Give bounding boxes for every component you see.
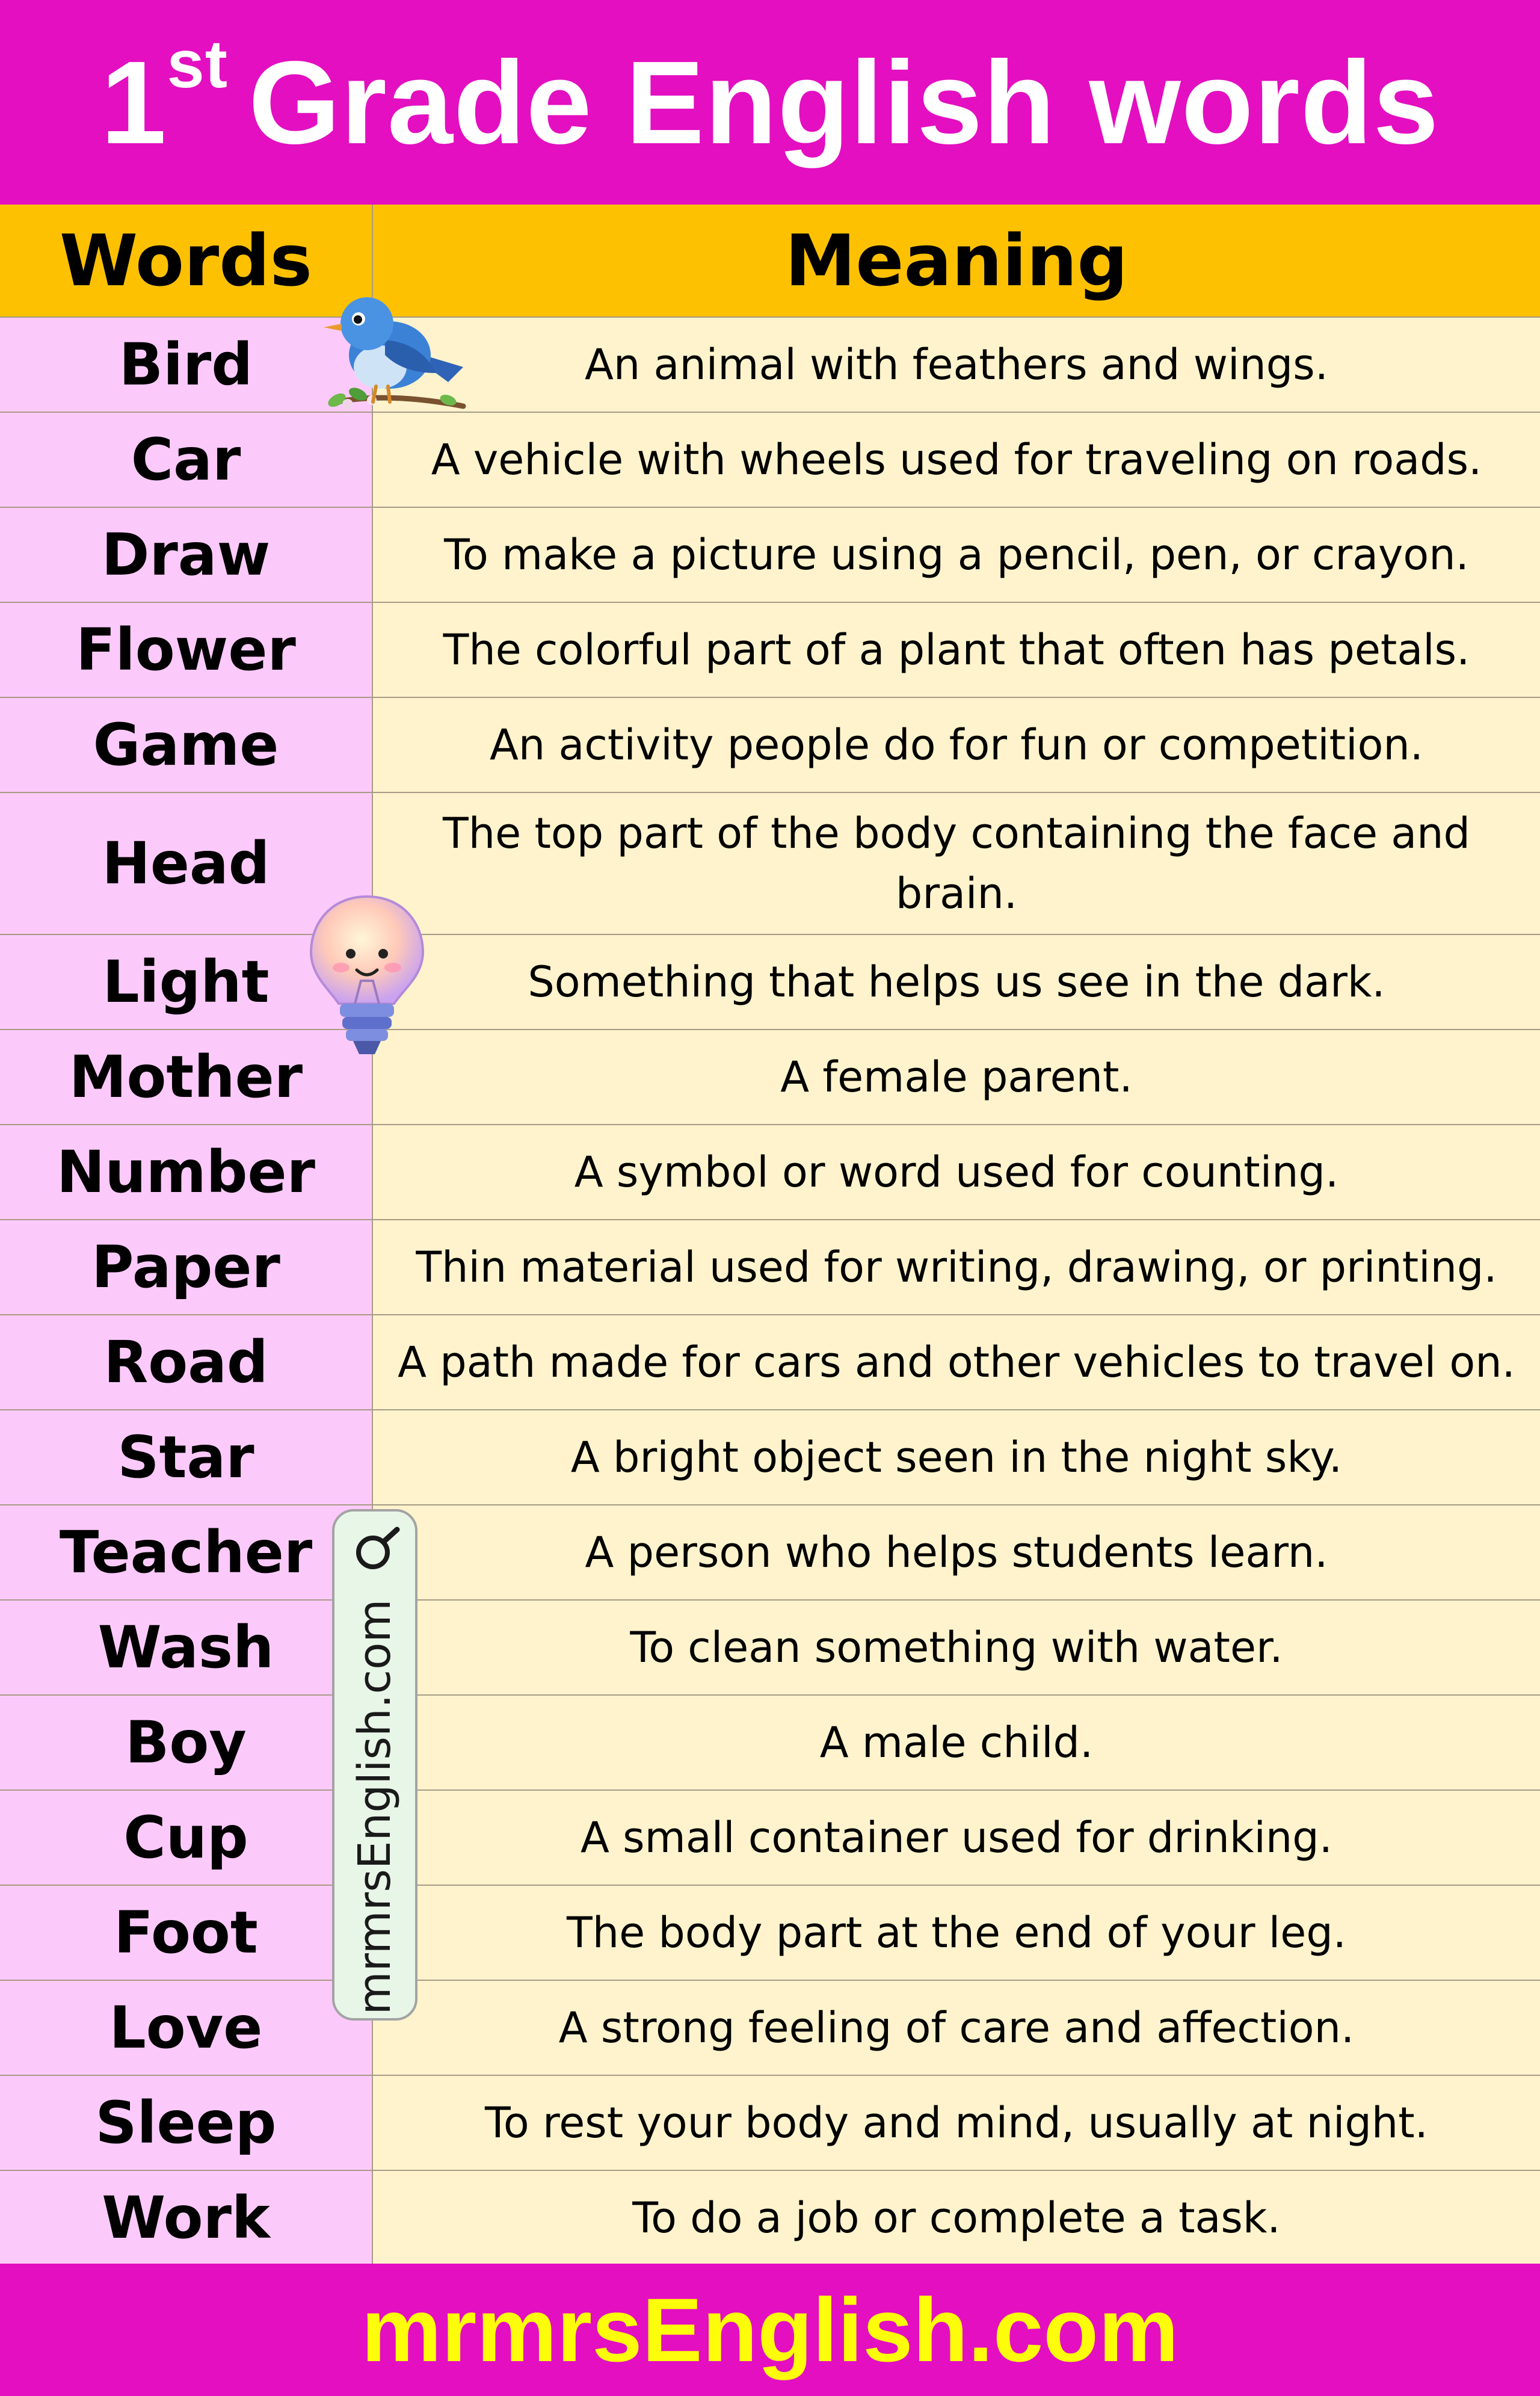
table-row (0, 1599, 1540, 1694)
word-cell: Cup (0, 1791, 373, 1885)
word-cell: Car (0, 413, 373, 507)
table-row (0, 792, 1540, 934)
meaning-cell: A vehicle with wheels used for traveling on roads. (373, 413, 1540, 507)
meaning-cell: To rest your body and mind, usually at night. (373, 2076, 1540, 2170)
meaning-cell: Thin material used for writing, drawing, or printing. (373, 1220, 1540, 1314)
title-ordinal-suffix: st (167, 26, 229, 102)
table-row (0, 1029, 1540, 1124)
column-header-meaning: Meaning (373, 205, 1540, 316)
page-title (0, 0, 1540, 205)
word-cell: Draw (0, 508, 373, 602)
word-cell: Paper (0, 1220, 373, 1314)
meaning-cell: A strong feeling of care and affection. (373, 1981, 1540, 2075)
magnifier-icon (348, 1522, 405, 1580)
word-cell: Wash (0, 1601, 373, 1694)
column-header-words: Words (0, 205, 373, 316)
word-cell: Head (0, 793, 373, 934)
table-row (0, 507, 1540, 602)
lightbulb-icon (304, 891, 430, 1065)
meaning-cell: An animal with feathers and wings. (373, 318, 1540, 412)
word-cell: Flower (0, 603, 373, 697)
word-cell: Road (0, 1315, 373, 1409)
meaning-cell: A bright object seen in the night sky. (373, 1410, 1540, 1504)
table-row (0, 1219, 1540, 1314)
word-cell: Game (0, 698, 373, 792)
table-row (0, 934, 1540, 1029)
table-row (0, 1314, 1540, 1409)
word-cell: Light (0, 935, 373, 1029)
vocabulary-table (0, 316, 1540, 2265)
watermark-text: mrmrsEnglish.com (349, 1599, 401, 2015)
title-number: 1 (100, 36, 167, 168)
meaning-cell: A small container used for drinking. (373, 1791, 1540, 1885)
table-row (0, 2075, 1540, 2170)
table-row (0, 2170, 1540, 2265)
table-row (0, 1504, 1540, 1599)
bluebird-icon (313, 277, 475, 433)
table-row (0, 697, 1540, 792)
word-cell: Number (0, 1125, 373, 1219)
meaning-cell: A male child. (373, 1696, 1540, 1789)
table-row (0, 602, 1540, 697)
word-cell: Star (0, 1410, 373, 1504)
meaning-cell: A symbol or word used for counting. (373, 1125, 1540, 1219)
meaning-cell: A female parent. (373, 1030, 1540, 1124)
word-cell: Work (0, 2171, 373, 2265)
footer-site-link[interactable]: mrmrsEnglish.com (0, 2264, 1540, 2396)
meaning-cell: Something that helps us see in the dark. (373, 935, 1540, 1029)
meaning-cell: The top part of the body containing the face and brain. (373, 793, 1540, 934)
table-row (0, 1694, 1540, 1789)
meaning-cell: A path made for cars and other vehicles to travel on. (373, 1315, 1540, 1409)
title-text: Grade English words (248, 36, 1440, 168)
word-cell: Teacher (0, 1505, 373, 1599)
table-row (0, 1124, 1540, 1219)
watermark-badge (332, 1509, 417, 2021)
meaning-cell: To do a job or complete a task. (373, 2171, 1540, 2265)
table-row (0, 1980, 1540, 2075)
meaning-cell: To make a picture using a pencil, pen, or crayon. (373, 508, 1540, 602)
word-cell: Bird (0, 318, 373, 412)
meaning-cell: The body part at the end of your leg. (373, 1886, 1540, 1980)
word-cell: Sleep (0, 2076, 373, 2170)
table-row (0, 316, 1540, 412)
table-row (0, 412, 1540, 507)
word-cell: Boy (0, 1696, 373, 1789)
meaning-cell: To clean something with water. (373, 1601, 1540, 1694)
table-row (0, 1409, 1540, 1504)
word-cell: Foot (0, 1886, 373, 1980)
table-row (0, 1789, 1540, 1885)
meaning-cell: An activity people do for fun or competition. (373, 698, 1540, 792)
word-cell: Mother (0, 1030, 373, 1124)
word-cell: Love (0, 1981, 373, 2075)
table-row (0, 1885, 1540, 1980)
meaning-cell: A person who helps students learn. (373, 1505, 1540, 1599)
meaning-cell: The colorful part of a plant that often has petals. (373, 603, 1540, 697)
